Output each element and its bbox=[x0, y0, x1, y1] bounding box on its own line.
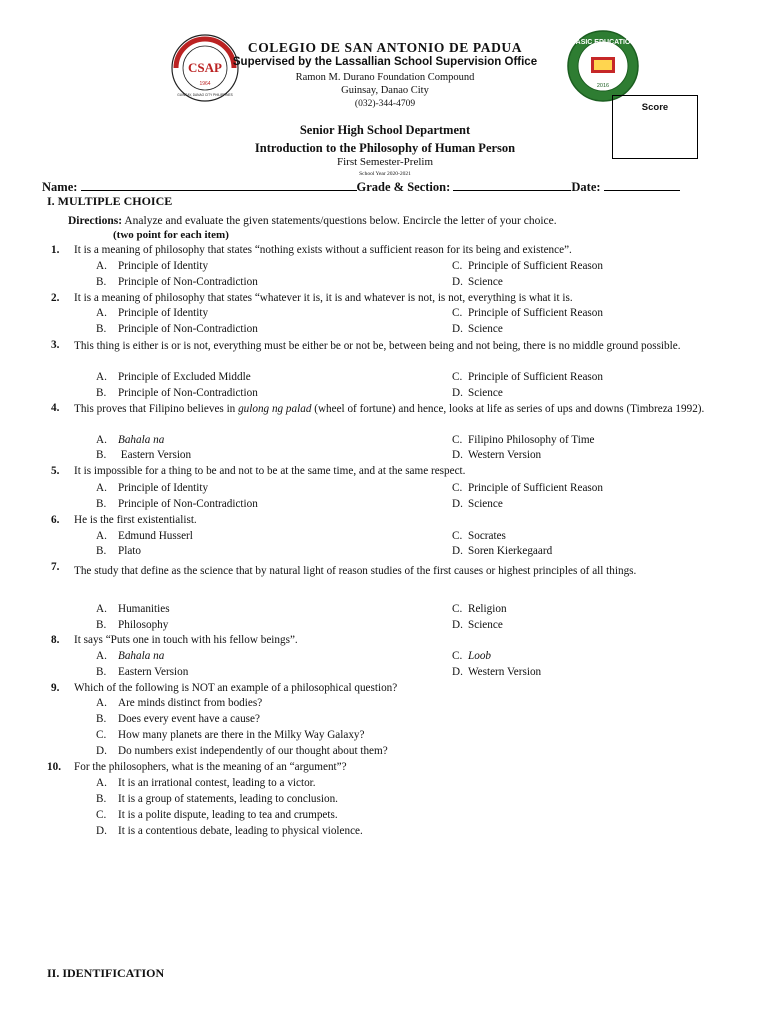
option-letter[interactable]: C. bbox=[452, 371, 463, 383]
option-text: Science bbox=[468, 276, 503, 288]
section-title-identification: II. IDENTIFICATION bbox=[47, 966, 165, 980]
question-number: 9. bbox=[51, 682, 60, 694]
score-box bbox=[612, 95, 698, 159]
svg-text:1964: 1964 bbox=[199, 81, 211, 87]
option-text: Eastern Version bbox=[118, 449, 192, 461]
option-text: Principle of Non-Contradiction bbox=[118, 387, 258, 399]
svg-text:BASIC EDUCATION: BASIC EDUCATION bbox=[570, 39, 636, 46]
option-text: Loob bbox=[468, 650, 492, 662]
student-info-line bbox=[42, 179, 728, 194]
option-text: Principle of Excluded Middle bbox=[118, 371, 251, 383]
option-letter[interactable]: B. bbox=[96, 666, 107, 678]
semester-label: First Semester-Prelim bbox=[336, 156, 434, 168]
address-line-2: Guinsay, Danao City bbox=[341, 85, 429, 96]
question-text: This thing is either is or is not, everything must be either be or not be, between being and not being, there is no middle ground possible. bbox=[74, 340, 681, 352]
school-year: School Year 2020-2021 bbox=[359, 171, 411, 177]
option-letter[interactable]: A. bbox=[96, 650, 107, 662]
option-text: Does every event have a cause? bbox=[118, 713, 260, 725]
option-letter[interactable]: C. bbox=[452, 530, 463, 542]
option-letter[interactable]: C. bbox=[452, 603, 463, 615]
option-text: Bahala na bbox=[118, 434, 165, 446]
option-text: Principle of Sufficient Reason bbox=[468, 260, 603, 272]
option-letter[interactable]: A. bbox=[96, 434, 107, 446]
section-title-multiple-choice: I. MULTIPLE CHOICE bbox=[47, 194, 173, 208]
option-letter[interactable]: B. bbox=[96, 449, 107, 461]
option-letter[interactable]: B. bbox=[96, 276, 107, 288]
option-letter[interactable]: D. bbox=[452, 276, 463, 288]
option-text: Principle of Sufficient Reason bbox=[468, 307, 603, 319]
option-letter[interactable]: A. bbox=[96, 260, 107, 272]
question-number: 5. bbox=[51, 465, 60, 477]
option-text: Plato bbox=[118, 545, 141, 557]
option-text: It is an irrational contest, leading to a victor. bbox=[118, 777, 316, 789]
directions-label: Directions: bbox=[68, 215, 123, 227]
option-text: Bahala na bbox=[118, 650, 165, 662]
question-number: 10. bbox=[47, 761, 61, 773]
directions-text: Analyze and evaluate the given statements/questions below. Encircle the letter of your choice. bbox=[124, 215, 557, 227]
option-letter[interactable]: B. bbox=[96, 323, 107, 335]
option-text: Principle of Non-Contradiction bbox=[118, 323, 258, 335]
option-text: Eastern Version bbox=[118, 666, 189, 678]
question-text: It is a meaning of philosophy that states “whatever it is, it is and whatever is not, is not, everything is what it is. bbox=[74, 292, 573, 304]
option-text: Principle of Sufficient Reason bbox=[468, 482, 603, 494]
school-name: COLEGIO DE SAN ANTONIO DE PADUA bbox=[247, 40, 523, 55]
option-letter[interactable]: C. bbox=[452, 482, 463, 494]
directions bbox=[68, 215, 557, 227]
option-text: How many planets are there in the Milky Way Galaxy? bbox=[118, 729, 365, 741]
option-text: Science bbox=[468, 498, 503, 510]
option-letter[interactable]: A. bbox=[96, 482, 107, 494]
option-text: Filipino Philosophy of Time bbox=[468, 434, 595, 446]
option-text: Western Version bbox=[468, 666, 542, 678]
score-label: Score bbox=[641, 102, 669, 113]
points-note: (two point for each item) bbox=[113, 229, 229, 241]
grade-section-label: Grade & Section: bbox=[356, 180, 451, 194]
option-text: Principle of Sufficient Reason bbox=[468, 371, 603, 383]
option-text: Are minds distinct from bodies? bbox=[118, 697, 263, 709]
question-text: Which of the following is NOT an example of a philosophical question? bbox=[74, 682, 398, 694]
date-label: Date: bbox=[571, 180, 601, 194]
question-text: The study that define as the science that by natural light of reason studies of the first causes or highest principles of all things. bbox=[74, 565, 637, 577]
option-text: Do numbers exist independently of our thought about them? bbox=[118, 745, 388, 757]
option-letter[interactable]: A. bbox=[96, 371, 107, 383]
date-blank[interactable] bbox=[604, 179, 680, 191]
name-blank[interactable] bbox=[81, 179, 357, 191]
option-letter[interactable]: B. bbox=[96, 793, 107, 805]
option-text: Principle of Non-Contradiction bbox=[118, 498, 258, 510]
option-text: Principle of Identity bbox=[118, 307, 209, 319]
option-text: Religion bbox=[468, 603, 507, 615]
course-title: Introduction to the Philosophy of Human Person bbox=[254, 141, 516, 155]
option-text: Soren Kierkegaard bbox=[468, 545, 553, 557]
option-letter[interactable]: B. bbox=[96, 545, 107, 557]
supervision-line: Supervised by the Lassallian School Supervision Office bbox=[232, 56, 538, 68]
basic-education-logo bbox=[566, 29, 640, 103]
question-text: It is impossible for a thing to be and not to be at the same time, and at the same respect. bbox=[74, 465, 466, 477]
question-text: He is the first existentialist. bbox=[74, 514, 197, 526]
option-text: Principle of Non-Contradiction bbox=[118, 276, 258, 288]
option-letter[interactable]: C. bbox=[452, 307, 463, 319]
option-letter[interactable]: D. bbox=[452, 666, 463, 678]
option-letter[interactable]: B. bbox=[96, 498, 107, 510]
option-letter[interactable]: C. bbox=[452, 650, 463, 662]
svg-text:GUINSAY, DANAO CITY PHILIPPINE: GUINSAY, DANAO CITY PHILIPPINES bbox=[177, 93, 233, 97]
option-text: Principle of Identity bbox=[118, 260, 209, 272]
option-letter[interactable]: D. bbox=[96, 745, 107, 757]
question-number: 8. bbox=[51, 634, 60, 646]
option-letter[interactable]: D. bbox=[452, 498, 463, 510]
svg-text:CSAP: CSAP bbox=[188, 60, 222, 75]
option-text: Western Version bbox=[468, 449, 542, 461]
department-title: Senior High School Department bbox=[299, 123, 471, 137]
option-letter[interactable]: C. bbox=[452, 260, 463, 272]
option-letter[interactable]: A. bbox=[96, 603, 107, 615]
question-number: 2. bbox=[51, 292, 60, 304]
option-letter[interactable]: D. bbox=[452, 619, 463, 631]
option-letter[interactable]: D. bbox=[96, 825, 107, 837]
question-number: 1. bbox=[51, 244, 60, 256]
name-label: Name: bbox=[42, 180, 78, 194]
option-letter[interactable]: C. bbox=[96, 809, 107, 821]
option-text: Philosophy bbox=[118, 619, 169, 631]
option-letter[interactable]: B. bbox=[96, 713, 107, 725]
question-number: 7. bbox=[51, 561, 60, 573]
option-text: Science bbox=[468, 619, 503, 631]
question-number: 3. bbox=[51, 339, 60, 351]
option-text: Principle of Identity bbox=[118, 482, 209, 494]
phone-number: (032)-344-4709 bbox=[354, 99, 416, 109]
option-letter[interactable]: D. bbox=[452, 545, 463, 557]
option-text: Science bbox=[468, 323, 503, 335]
option-text: Edmund Husserl bbox=[118, 530, 193, 542]
option-letter[interactable]: C. bbox=[452, 434, 463, 446]
option-letter[interactable]: B. bbox=[96, 619, 107, 631]
option-text: It is a contentious debate, leading to physical violence. bbox=[118, 825, 363, 837]
option-text: Socrates bbox=[468, 530, 506, 542]
question-text: It says “Puts one in touch with his fellow beings”. bbox=[74, 634, 298, 646]
option-text: Humanities bbox=[118, 603, 170, 615]
option-letter[interactable]: A. bbox=[96, 530, 107, 542]
option-text: It is a group of statements, leading to conclusion. bbox=[118, 793, 338, 805]
question-text: It is a meaning of philosophy that states “nothing exists without a sufficient reason for its being and existence”. bbox=[74, 244, 572, 256]
option-letter[interactable]: D. bbox=[452, 387, 463, 399]
question-number: 4. bbox=[51, 402, 60, 414]
option-text: Science bbox=[468, 387, 503, 399]
address-line-1: Ramon M. Durano Foundation Compound bbox=[295, 72, 475, 83]
option-letter[interactable]: A. bbox=[96, 697, 107, 709]
question-number: 6. bbox=[51, 514, 60, 526]
option-text: It is a polite dispute, leading to tea and crumpets. bbox=[118, 809, 338, 821]
option-letter[interactable]: D. bbox=[452, 323, 463, 335]
question-text: This proves that Filipino believes in gulong ng palad (wheel of fortune) and hence, looks at life as series of ups and downs (Timbreza 1992). bbox=[74, 403, 705, 415]
option-letter[interactable]: C. bbox=[96, 729, 107, 741]
option-letter[interactable]: A. bbox=[96, 307, 107, 319]
option-letter[interactable]: D. bbox=[452, 449, 463, 461]
option-letter[interactable]: A. bbox=[96, 777, 107, 789]
svg-text:2016: 2016 bbox=[596, 83, 610, 89]
question-text: For the philosophers, what is the meaning of an “argument”? bbox=[74, 761, 347, 773]
grade-section-blank[interactable] bbox=[453, 179, 571, 191]
option-letter[interactable]: B. bbox=[96, 387, 107, 399]
